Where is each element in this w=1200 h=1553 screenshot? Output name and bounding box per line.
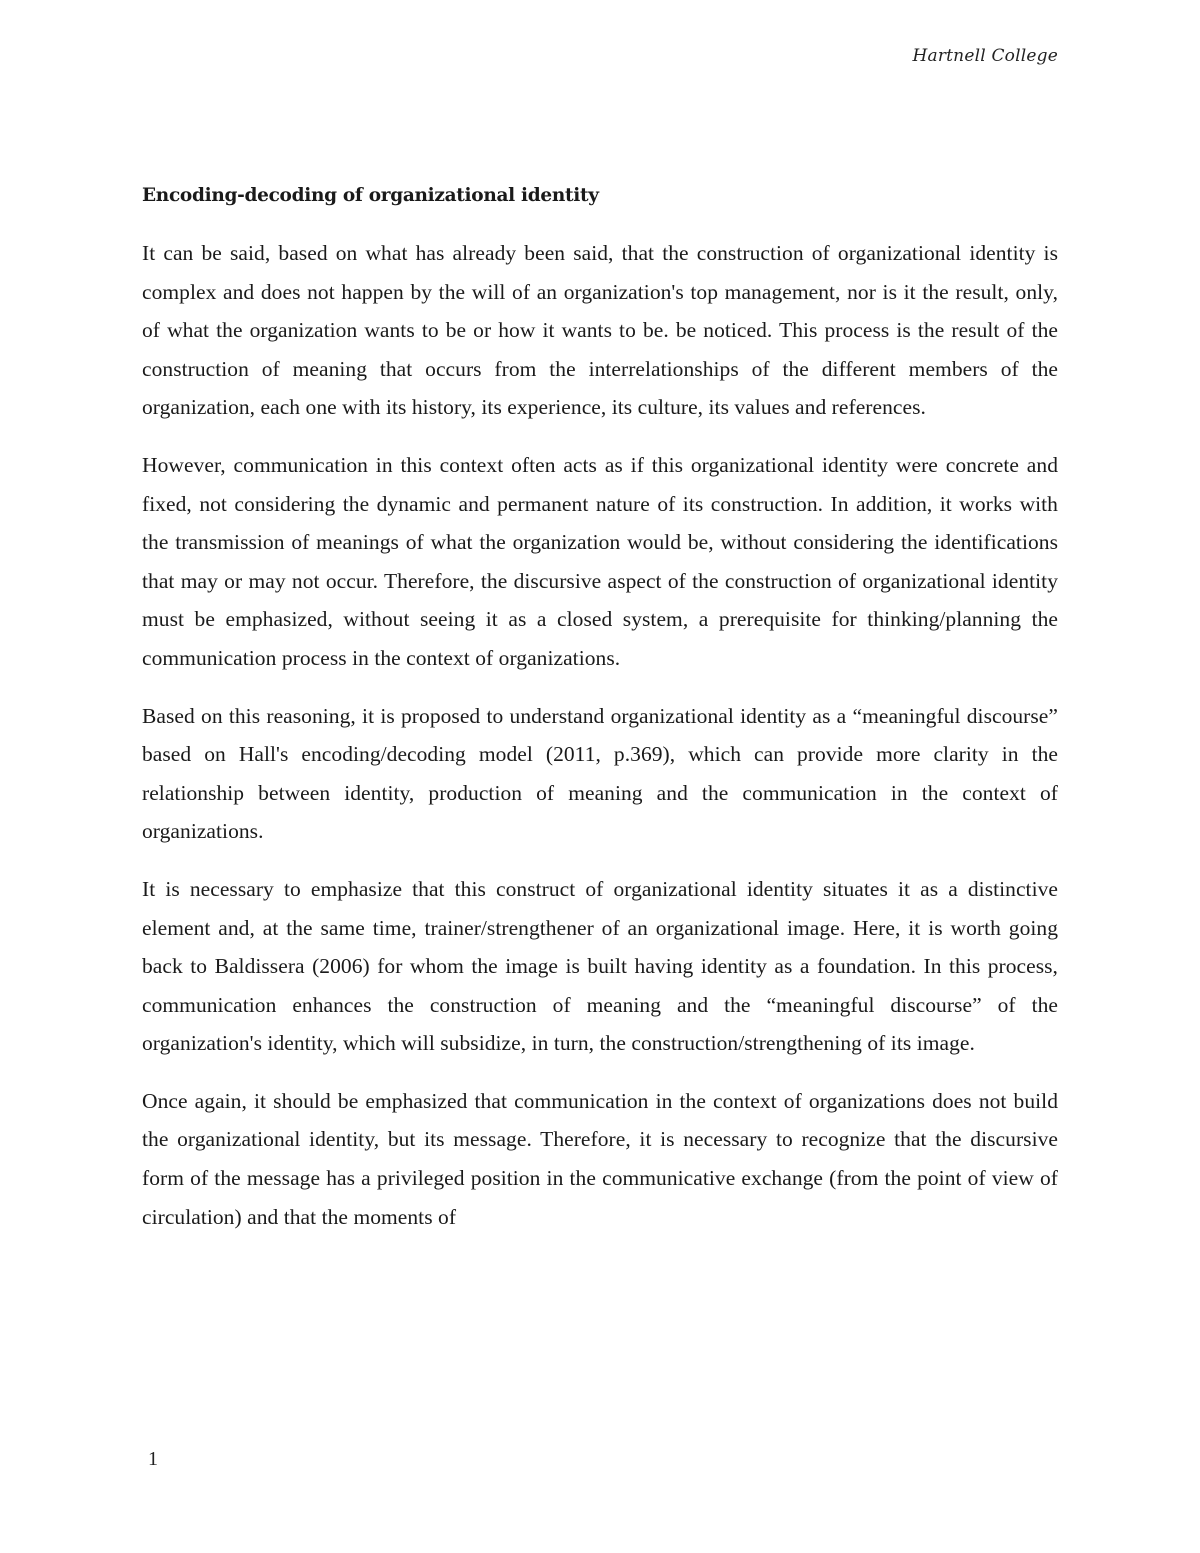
paragraph: It can be said, based on what has already been said, that the construction of organizational identity is complex and does not happen by the will of an organization's top management, nor is it the result, only, of what the organization wants to be or how it wants to be. be noticed. This process is the result of the construction of meaning that occurs from the interrelationships of the different members of the organization, each one with its history, its experience, its culture, its values and references. <box>142 241 1058 420</box>
paragraph: It is necessary to emphasize that this construct of organizational identity situates it as a distinctive element and, at the same time, trainer/strengthener of an organizational image. Here, it is worth going back to Baldissera (2006) for whom the image is built having identity as a foundation. In this process, communication enhances the construction of meaning and the “meaningful discourse” of the organization's identity, which will subsidize, in turn, the construction/strengthening of its image. <box>142 876 1058 1056</box>
running-header: Hartnell College <box>912 46 1058 66</box>
section-heading: Encoding-decoding of organizational identity <box>142 185 599 206</box>
document-body <box>142 180 1058 1255</box>
paragraph: Once again, it should be emphasized that communication in the context of organizations does not build the organizational identity, but its message. Therefore, it is necessary to recognize that the discursive form of the message has a privileged position in the communicative exchange (from the point of view of circulation) and that the moments of <box>142 1088 1058 1229</box>
page-number: 1 <box>148 1448 158 1470</box>
paragraph: Based on this reasoning, it is proposed to understand organizational identity as a “meaningful discourse” based on Hall's encoding/decoding model (2011, p.369), which can provide more clarity in the relationship between identity, production of meaning and the communication in the context of organizations. <box>142 703 1058 844</box>
paragraph: However, communication in this context often acts as if this organizational identity were concrete and fixed, not considering the dynamic and permanent nature of its construction. In addition, it works with the transmission of meanings of what the organization would be, without considering the identifications that may or may not occur. Therefore, the discursive aspect of the construction of organizational identity must be emphasized, without seeing it as a closed system, a prerequisite for thinking/planning the communication process in the context of organizations. <box>142 452 1058 670</box>
